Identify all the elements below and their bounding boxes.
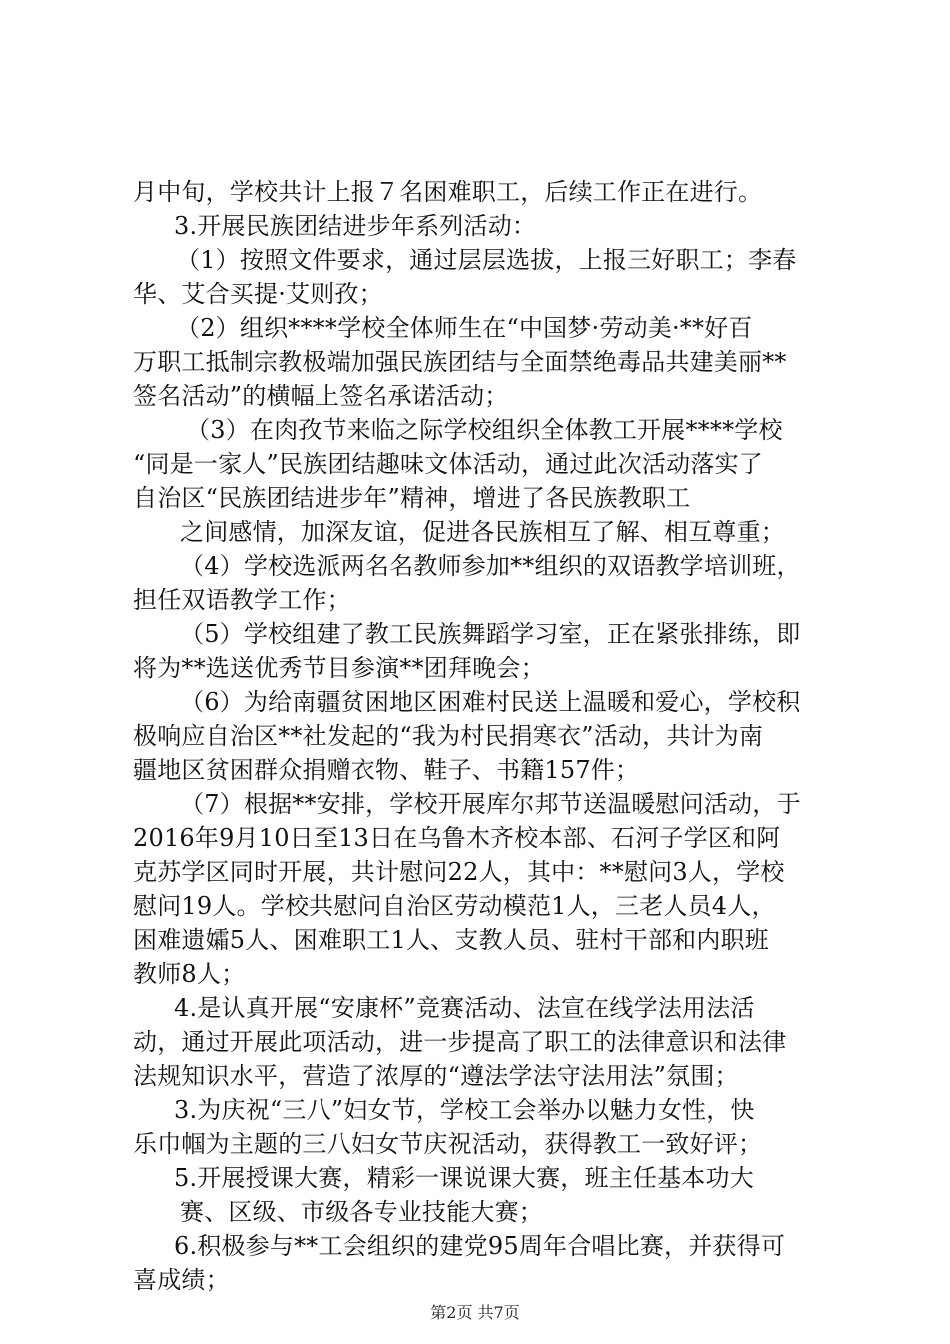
paragraph-line: 月中旬，学校共计上报７名困难职工，后续工作正在进行。 xyxy=(133,178,763,206)
paragraph-line: 3.为庆祝“三八”妇女节，学校工会举办以魅力女性，快 xyxy=(174,1096,755,1124)
paragraph-line: 克苏学区同时开展，共计慰问22人，其中：**慰问3人，学校 xyxy=(133,858,785,886)
paragraph-line: （3）在肉孜节来临之际学校组织全体教工开展****学校 xyxy=(186,416,783,444)
paragraph-line: 签名活动”的横幅上签名承诺活动； xyxy=(133,382,509,410)
paragraph-line: “同是一家人”民族团结趣味文体活动，通过此次活动落实了 xyxy=(133,450,763,478)
paragraph-line: （5）学校组建了教工民族舞蹈学习室，正在紧张排练，即 xyxy=(180,620,801,648)
paragraph-line: 赛、区级、市级各专业技能大赛； xyxy=(180,1198,543,1226)
paragraph-line: 2016年9月10日至13日在乌鲁木齐校本部、石河子学区和阿 xyxy=(133,824,781,852)
paragraph-line: 之间感情，加深友谊，促进各民族相互了解、相互尊重； xyxy=(180,518,785,546)
paragraph-line: 疆地区贫困群众捐赠衣物、鞋子、书籍157件； xyxy=(133,756,640,784)
paragraph-line: 乐巾帼为主题的三八妇女节庆祝活动，获得教工一致好评； xyxy=(133,1130,763,1158)
paragraph-line: 法规知识水平，营造了浓厚的“遵法学法守法用法”氛围； xyxy=(133,1062,739,1090)
page-number-footer: 第2页 共7页 xyxy=(430,1303,520,1322)
paragraph-line: 4.是认真开展“安康杯”竞赛活动、法宣在线学法用法活 xyxy=(174,994,755,1022)
paragraph-line: 6.积极参与**工会组织的建党95周年合唱比赛，并获得可 xyxy=(174,1232,786,1260)
paragraph-line: （7）根据**安排，学校开展库尔邦节送温暖慰问活动，于 xyxy=(180,790,801,818)
paragraph-line: 动，通过开展此项活动，进一步提高了职工的法律意识和法律 xyxy=(133,1028,787,1056)
paragraph-line: 困难遗孀5人、困难职工1人、支教人员、驻村干部和内职班 xyxy=(133,926,769,954)
paragraph-line: 喜成绩； xyxy=(133,1266,230,1294)
paragraph-line: 5.开展授课大赛，精彩一课说课大赛，班主任基本功大 xyxy=(174,1164,754,1192)
paragraph-line: 担任双语教学工作； xyxy=(133,586,351,614)
paragraph-line: 自治区“民族团结进步年”精神，增进了各民族教职工 xyxy=(133,484,691,512)
paragraph-line: 华、艾合买提·艾则孜； xyxy=(133,280,383,308)
paragraph-line: （6）为给南疆贫困地区困难村民送上温暖和爱心，学校积 xyxy=(180,688,801,716)
paragraph-line: （4）学校选派两名名教师参加**组织的双语教学培训班， xyxy=(180,552,801,580)
paragraph-line: 万职工抵制宗教极端加强民族团结与全面禁绝毒品共建美丽** xyxy=(133,348,787,376)
paragraph-line: 慰问19人。学校共慰问自治区劳动模范1人，三老人员4人， xyxy=(133,892,776,920)
paragraph-line: （2）组织****学校全体师生在“中国梦·劳动美·**好百 xyxy=(176,314,753,342)
paragraph-line: 教师8人； xyxy=(133,960,246,988)
paragraph-line: 3.开展民族团结进步年系列活动： xyxy=(174,212,537,240)
paragraph-line: 将为**选送优秀节目参演**团拜晚会； xyxy=(133,654,545,682)
paragraph-line: （1）按照文件要求，通过层层选拔，上报三好职工；李春 xyxy=(176,246,797,274)
paragraph-line: 极响应自治区**社发起的“我为村民捐寒衣”活动，共计为南 xyxy=(133,722,764,750)
